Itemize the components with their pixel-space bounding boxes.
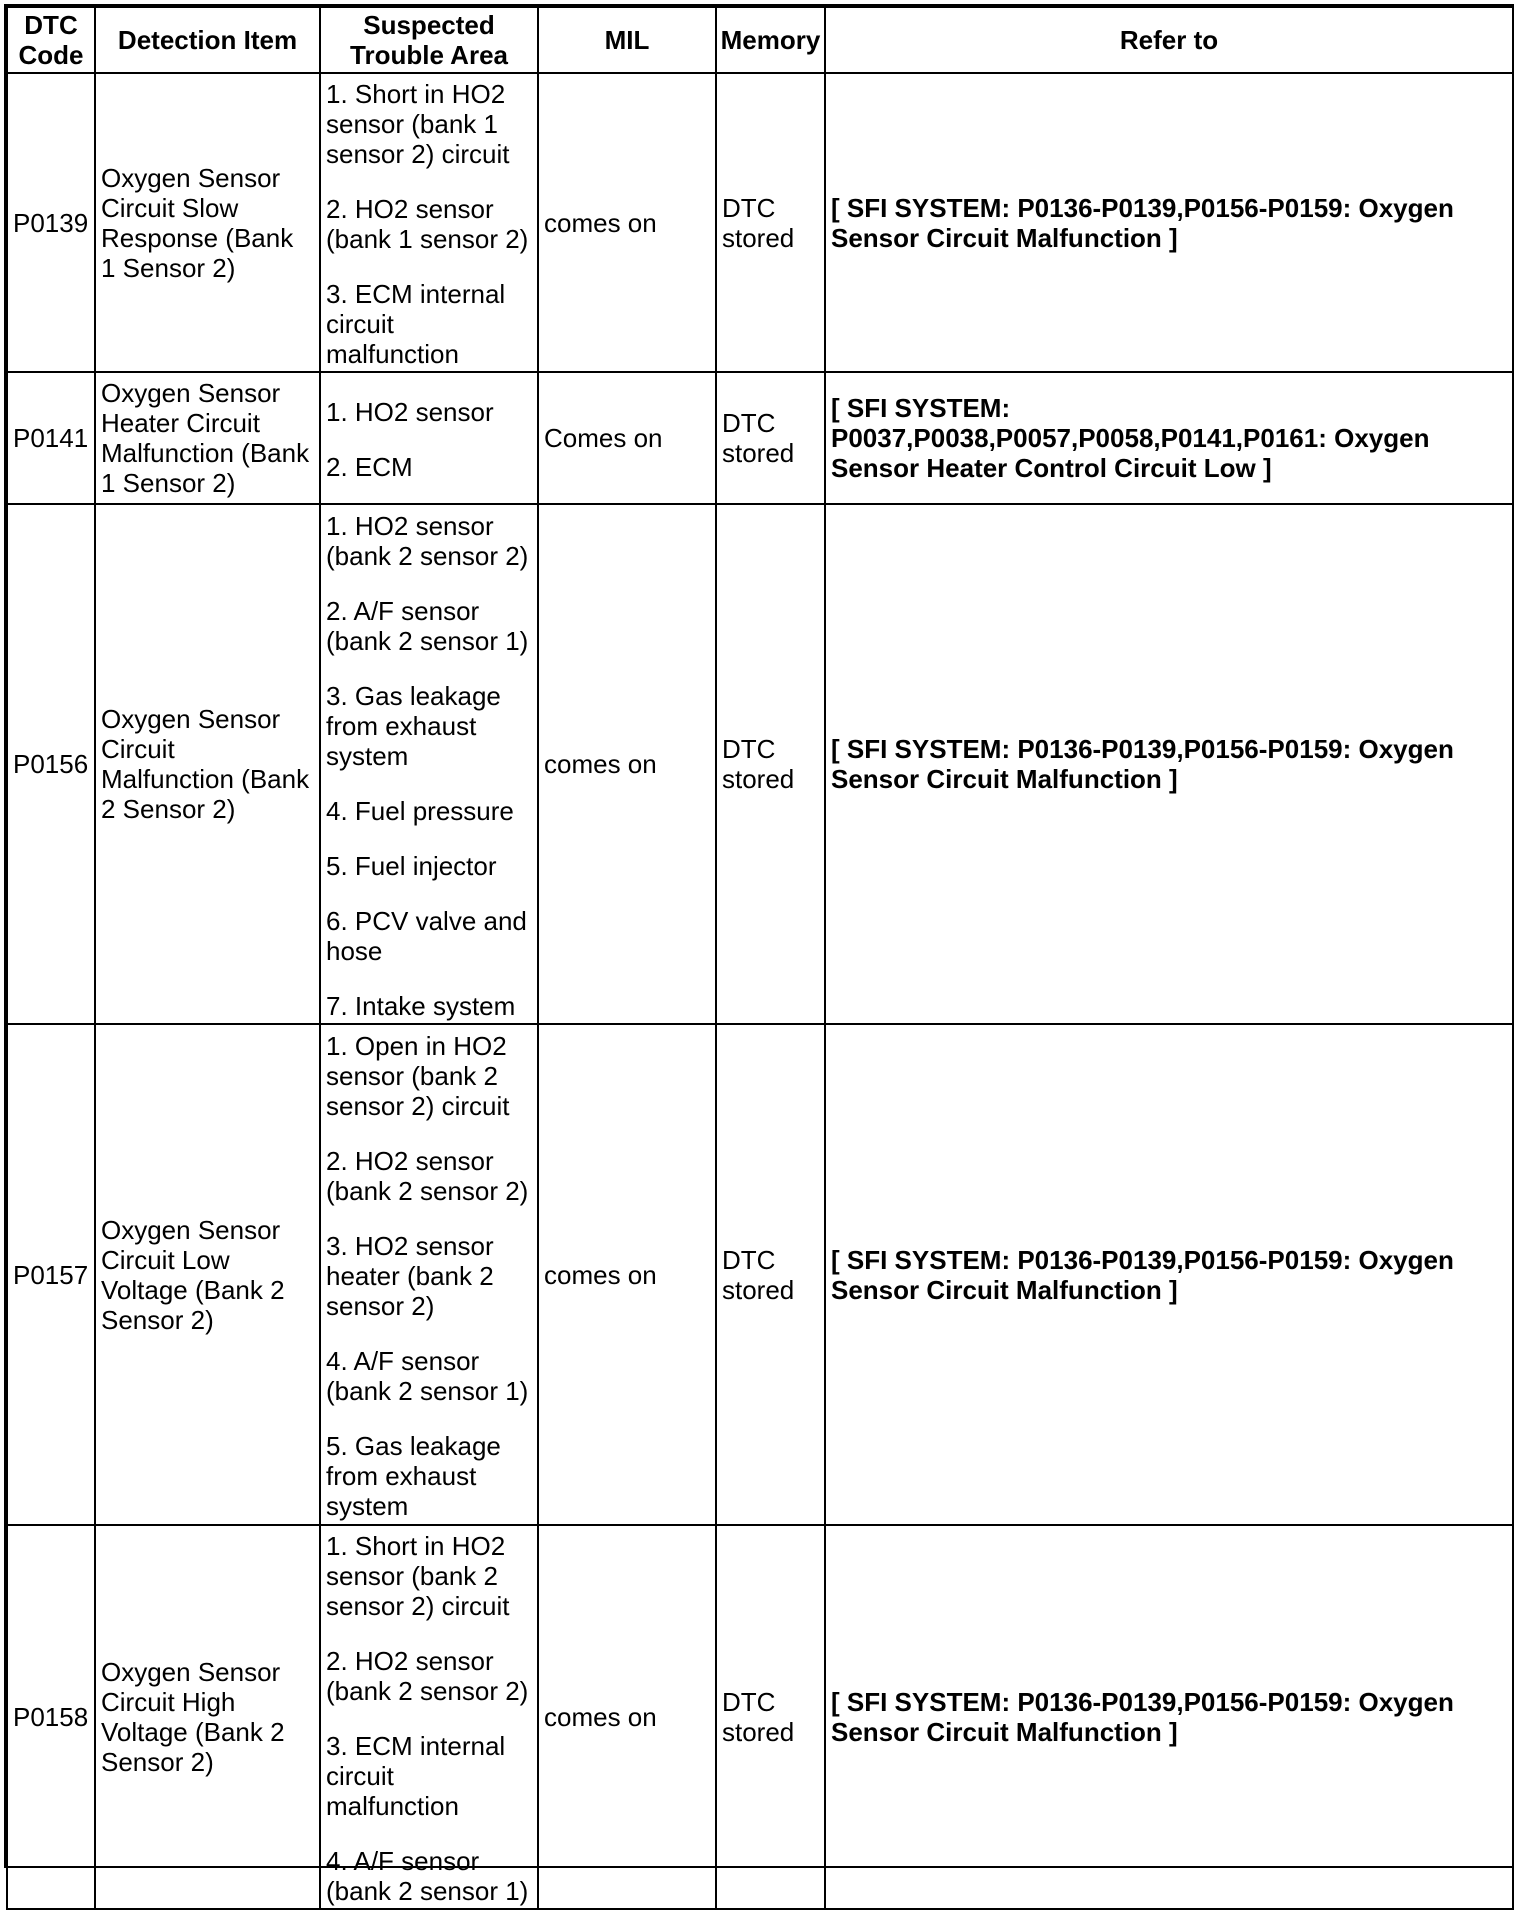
trouble-area-item: 5. Gas leakage from exhaust system [326, 1431, 501, 1521]
table-row [7, 504, 1513, 1024]
detection-item-cell: Oxygen Sensor Heater Circuit Malfunction (Bank 1 Sensor 2) [95, 372, 320, 504]
memory-cell: DTC stored [716, 73, 825, 372]
suspected-trouble-area-cell [320, 504, 538, 1024]
trouble-area-item: 6. PCV valve and hose [326, 905, 527, 966]
trouble-area-item: 1. Short in HO2 sensor (bank 2 sensor 2) circuit [326, 1531, 510, 1621]
trouble-area-list [326, 1531, 532, 1906]
trouble-area-item: 4. Fuel pressure [326, 795, 514, 826]
header-mil: MIL [538, 7, 716, 73]
detection-item-cell: Oxygen Sensor Circuit Malfunction (Bank 2 Sensor 2) [95, 504, 320, 1024]
table-body [7, 73, 1513, 1909]
table-row [7, 372, 1513, 504]
trouble-area-item: 7. Intake system [326, 990, 516, 1021]
refer-to-cell: [ SFI SYSTEM: P0037,P0038,P0057,P0058,P0141,P0161: Oxygen Sensor Heater Control Circuit Low ] [825, 372, 1513, 504]
dtc-table [6, 6, 1514, 1910]
mil-cell: comes on [538, 504, 716, 1024]
trouble-area-item: 2. A/F sensor (bank 2 sensor 1) [326, 595, 529, 656]
dtc-code-cell: P0156 [7, 504, 95, 1024]
refer-to-cell: [ SFI SYSTEM: P0136-P0139,P0156-P0159: Oxygen Sensor Circuit Malfunction ] [825, 1525, 1513, 1909]
suspected-trouble-area-cell [320, 73, 538, 372]
trouble-area-item: 2. HO2 sensor (bank 2 sensor 2) [326, 1146, 529, 1206]
trouble-area-item: 4. A/F sensor (bank 2 sensor 1) [326, 1846, 529, 1906]
trouble-area-item: 1. HO2 sensor [326, 397, 494, 427]
header-suspected-trouble-area: Suspected Trouble Area [320, 7, 538, 73]
trouble-area-item: 3. ECM internal circuit malfunction [326, 1731, 506, 1821]
mil-cell: comes on [538, 1024, 716, 1525]
dtc-code-cell: P0139 [7, 73, 95, 372]
mil-cell: comes on [538, 1525, 716, 1909]
suspected-trouble-area-cell [320, 1525, 538, 1909]
suspected-trouble-area-cell [320, 372, 538, 504]
trouble-area-item: 3. HO2 sensor heater (bank 2 sensor 2) [326, 1231, 494, 1321]
trouble-area-item: 3. ECM internal circuit malfunction [326, 279, 506, 369]
trouble-area-item: 4. A/F sensor (bank 2 sensor 1) [326, 1346, 529, 1406]
trouble-area-list [326, 511, 532, 1021]
trouble-area-item: 1. Short in HO2 sensor (bank 1 sensor 2) circuit [326, 79, 510, 169]
memory-cell: DTC stored [716, 1024, 825, 1525]
header-refer-to: Refer to [825, 7, 1513, 73]
mil-cell: Comes on [538, 372, 716, 504]
trouble-area-item: 1. Open in HO2 sensor (bank 2 sensor 2) circuit [326, 1031, 510, 1121]
header-detection-item: Detection Item [95, 7, 320, 73]
dtc-code-cell: P0158 [7, 1525, 95, 1909]
table-row [7, 1024, 1513, 1525]
memory-cell: DTC stored [716, 1525, 825, 1909]
table-row [7, 1525, 1513, 1909]
detection-item-cell: Oxygen Sensor Circuit Slow Response (Bank 1 Sensor 2) [95, 73, 320, 372]
trouble-area-item: 2. HO2 sensor (bank 2 sensor 2) [326, 1646, 529, 1706]
dtc-code-cell: P0157 [7, 1024, 95, 1525]
trouble-area-item: 2. ECM [326, 452, 413, 482]
refer-to-cell: [ SFI SYSTEM: P0136-P0139,P0156-P0159: Oxygen Sensor Circuit Malfunction ] [825, 73, 1513, 372]
refer-to-cell: [ SFI SYSTEM: P0136-P0139,P0156-P0159: Oxygen Sensor Circuit Malfunction ] [825, 1024, 1513, 1525]
dtc-code-cell: P0141 [7, 372, 95, 504]
detection-item-cell: Oxygen Sensor Circuit High Voltage (Bank 2 Sensor 2) [95, 1525, 320, 1909]
memory-cell: DTC stored [716, 504, 825, 1024]
memory-cell: DTC stored [716, 372, 825, 504]
trouble-area-item: 3. Gas leakage from exhaust system [326, 680, 501, 771]
refer-to-cell: [ SFI SYSTEM: P0136-P0139,P0156-P0159: Oxygen Sensor Circuit Malfunction ] [825, 504, 1513, 1024]
header-memory: Memory [716, 7, 825, 73]
trouble-area-item: 5. Fuel injector [326, 850, 497, 881]
trouble-area-item: 1. HO2 sensor (bank 2 sensor 2) [326, 510, 529, 571]
header-dtc-code: DTC Code [7, 7, 95, 73]
table-row [7, 73, 1513, 372]
trouble-area-item: 2. HO2 sensor (bank 1 sensor 2) [326, 194, 529, 254]
trouble-area-list [326, 79, 532, 369]
trouble-area-list [326, 1031, 532, 1521]
header-row [7, 7, 1513, 73]
mil-cell: comes on [538, 73, 716, 372]
trouble-area-list [326, 397, 532, 482]
suspected-trouble-area-cell [320, 1024, 538, 1525]
detection-item-cell: Oxygen Sensor Circuit Low Voltage (Bank 2 Sensor 2) [95, 1024, 320, 1525]
